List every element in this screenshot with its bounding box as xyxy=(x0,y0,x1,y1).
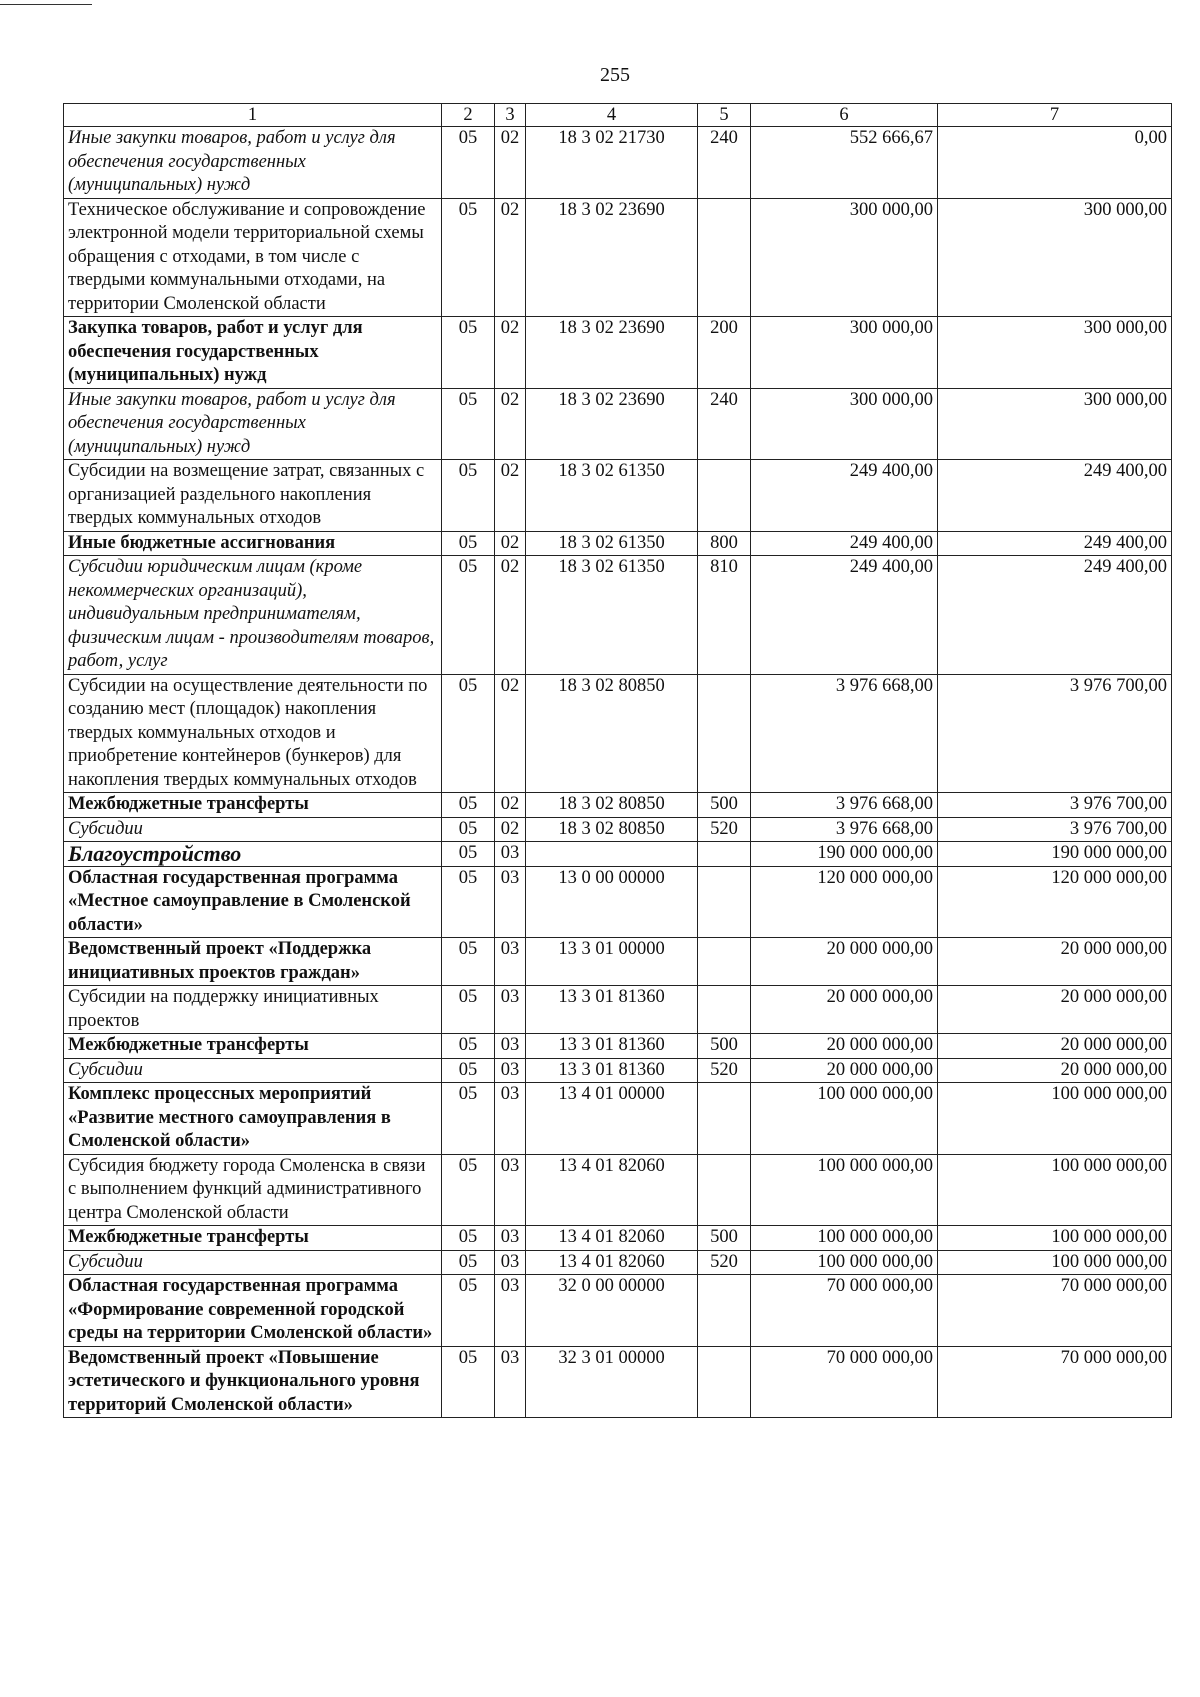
target-item-code: 13 3 01 81360 xyxy=(526,1034,698,1059)
target-item-code xyxy=(526,842,698,867)
expense-type-code: 500 xyxy=(698,1226,751,1251)
subsection-code: 02 xyxy=(495,388,526,460)
table-row xyxy=(64,460,1172,532)
table-row xyxy=(64,842,1172,867)
section-code: 05 xyxy=(442,198,495,317)
amount-year-1: 20 000 000,00 xyxy=(751,986,938,1034)
section-code: 05 xyxy=(442,866,495,938)
expense-type-code xyxy=(698,460,751,532)
amount-year-1: 249 400,00 xyxy=(751,460,938,532)
table-row xyxy=(64,1083,1172,1155)
section-code: 05 xyxy=(442,1346,495,1418)
amount-year-2: 20 000 000,00 xyxy=(938,1034,1172,1059)
section-code: 05 xyxy=(442,556,495,675)
section-code: 05 xyxy=(442,1058,495,1083)
section-code: 05 xyxy=(442,317,495,389)
amount-year-2: 249 400,00 xyxy=(938,531,1172,556)
amount-year-1: 3 976 668,00 xyxy=(751,817,938,842)
column-header: 4 xyxy=(526,104,698,127)
amount-year-2: 100 000 000,00 xyxy=(938,1226,1172,1251)
target-item-code: 13 3 01 00000 xyxy=(526,938,698,986)
table-row xyxy=(64,531,1172,556)
subsection-code: 03 xyxy=(495,1154,526,1226)
target-item-code: 18 3 02 23690 xyxy=(526,388,698,460)
amount-year-2: 300 000,00 xyxy=(938,198,1172,317)
target-item-code: 13 4 01 82060 xyxy=(526,1154,698,1226)
table-row xyxy=(64,938,1172,986)
amount-year-1: 70 000 000,00 xyxy=(751,1275,938,1347)
section-code: 05 xyxy=(442,842,495,867)
amount-year-2: 20 000 000,00 xyxy=(938,986,1172,1034)
table-row xyxy=(64,1154,1172,1226)
amount-year-2: 190 000 000,00 xyxy=(938,842,1172,867)
subsection-code: 03 xyxy=(495,1346,526,1418)
target-item-code: 18 3 02 23690 xyxy=(526,198,698,317)
table-row xyxy=(64,817,1172,842)
amount-year-1: 3 976 668,00 xyxy=(751,674,938,793)
column-header: 6 xyxy=(751,104,938,127)
row-name: Иные закупки товаров, работ и услуг для обеспечения государственных (муниципальных) нужд xyxy=(64,388,442,460)
section-code: 05 xyxy=(442,674,495,793)
amount-year-2: 3 976 700,00 xyxy=(938,817,1172,842)
expense-type-code: 800 xyxy=(698,531,751,556)
table-row xyxy=(64,556,1172,675)
row-name: Закупка товаров, работ и услуг для обеспечения государственных (муниципальных) нужд xyxy=(64,317,442,389)
amount-year-1: 100 000 000,00 xyxy=(751,1154,938,1226)
table-row xyxy=(64,127,1172,199)
column-number-row xyxy=(64,104,1172,127)
table-row xyxy=(64,1058,1172,1083)
amount-year-1: 300 000,00 xyxy=(751,388,938,460)
target-item-code: 13 4 01 00000 xyxy=(526,1083,698,1155)
row-name: Межбюджетные трансферты xyxy=(64,1226,442,1251)
section-code: 05 xyxy=(442,1154,495,1226)
column-header: 2 xyxy=(442,104,495,127)
section-code: 05 xyxy=(442,1226,495,1251)
amount-year-1: 552 666,67 xyxy=(751,127,938,199)
amount-year-1: 300 000,00 xyxy=(751,317,938,389)
subsection-code: 02 xyxy=(495,460,526,532)
expense-type-code xyxy=(698,1083,751,1155)
amount-year-2: 100 000 000,00 xyxy=(938,1154,1172,1226)
subsection-code: 03 xyxy=(495,842,526,867)
section-code: 05 xyxy=(442,938,495,986)
expense-type-code: 500 xyxy=(698,793,751,818)
subsection-code: 02 xyxy=(495,198,526,317)
section-code: 05 xyxy=(442,127,495,199)
section-code: 05 xyxy=(442,1250,495,1275)
section-code: 05 xyxy=(442,793,495,818)
section-code: 05 xyxy=(442,986,495,1034)
expense-type-code xyxy=(698,1346,751,1418)
row-name: Техническое обслуживание и сопровождение электронной модели территориальной схемы обращения с отходами, в том числе с твердыми коммунальными отходами, на территории Смоленской области xyxy=(64,198,442,317)
row-name: Межбюджетные трансферты xyxy=(64,1034,442,1059)
row-name: Субсидии на поддержку инициативных проектов xyxy=(64,986,442,1034)
amount-year-1: 100 000 000,00 xyxy=(751,1226,938,1251)
expense-type-code: 520 xyxy=(698,1250,751,1275)
subsection-code: 02 xyxy=(495,817,526,842)
amount-year-1: 100 000 000,00 xyxy=(751,1083,938,1155)
target-item-code: 18 3 02 61350 xyxy=(526,460,698,532)
row-name: Ведомственный проект «Повышение эстетического и функционального уровня территорий Смоленской области» xyxy=(64,1346,442,1418)
target-item-code: 18 3 02 21730 xyxy=(526,127,698,199)
column-header: 1 xyxy=(64,104,442,127)
row-name: Ведомственный проект «Поддержка инициативных проектов граждан» xyxy=(64,938,442,986)
expense-type-code xyxy=(698,938,751,986)
target-item-code: 32 3 01 00000 xyxy=(526,1346,698,1418)
top-edge-line xyxy=(0,4,92,5)
expense-type-code xyxy=(698,866,751,938)
table-row xyxy=(64,1275,1172,1347)
subsection-code: 03 xyxy=(495,1034,526,1059)
target-item-code: 13 4 01 82060 xyxy=(526,1250,698,1275)
amount-year-2: 0,00 xyxy=(938,127,1172,199)
table-row xyxy=(64,793,1172,818)
section-code: 05 xyxy=(442,531,495,556)
target-item-code: 13 4 01 82060 xyxy=(526,1226,698,1251)
amount-year-1: 300 000,00 xyxy=(751,198,938,317)
amount-year-1: 190 000 000,00 xyxy=(751,842,938,867)
amount-year-2: 100 000 000,00 xyxy=(938,1250,1172,1275)
amount-year-2: 20 000 000,00 xyxy=(938,1058,1172,1083)
expense-type-code xyxy=(698,1154,751,1226)
row-name: Благоустройство xyxy=(64,842,442,867)
amount-year-2: 3 976 700,00 xyxy=(938,793,1172,818)
row-name: Субсидии xyxy=(64,817,442,842)
expense-type-code: 500 xyxy=(698,1034,751,1059)
amount-year-1: 70 000 000,00 xyxy=(751,1346,938,1418)
expense-type-code xyxy=(698,986,751,1034)
target-item-code: 18 3 02 61350 xyxy=(526,531,698,556)
amount-year-2: 20 000 000,00 xyxy=(938,938,1172,986)
section-code: 05 xyxy=(442,1034,495,1059)
row-name: Областная государственная программа «Местное самоуправление в Смоленской области» xyxy=(64,866,442,938)
budget-table xyxy=(63,103,1172,1418)
row-name: Субсидии xyxy=(64,1250,442,1275)
row-name: Субсидии на осуществление деятельности по созданию мест (площадок) накопления твердых коммунальных отходов и приобретение контейнеров (бункеров) для накопления твердых коммунальных отходов xyxy=(64,674,442,793)
amount-year-1: 100 000 000,00 xyxy=(751,1250,938,1275)
expense-type-code xyxy=(698,198,751,317)
section-code: 05 xyxy=(442,460,495,532)
target-item-code: 13 3 01 81360 xyxy=(526,1058,698,1083)
amount-year-1: 249 400,00 xyxy=(751,556,938,675)
amount-year-1: 20 000 000,00 xyxy=(751,1034,938,1059)
amount-year-1: 20 000 000,00 xyxy=(751,1058,938,1083)
table-row xyxy=(64,1250,1172,1275)
amount-year-1: 249 400,00 xyxy=(751,531,938,556)
amount-year-2: 70 000 000,00 xyxy=(938,1275,1172,1347)
target-item-code: 18 3 02 80850 xyxy=(526,674,698,793)
target-item-code: 13 0 00 00000 xyxy=(526,866,698,938)
amount-year-1: 20 000 000,00 xyxy=(751,938,938,986)
target-item-code: 13 3 01 81360 xyxy=(526,986,698,1034)
section-code: 05 xyxy=(442,817,495,842)
subsection-code: 02 xyxy=(495,556,526,675)
subsection-code: 03 xyxy=(495,1250,526,1275)
amount-year-1: 3 976 668,00 xyxy=(751,793,938,818)
table-row xyxy=(64,1346,1172,1418)
expense-type-code xyxy=(698,842,751,867)
amount-year-1: 120 000 000,00 xyxy=(751,866,938,938)
row-name: Межбюджетные трансферты xyxy=(64,793,442,818)
subsection-code: 03 xyxy=(495,866,526,938)
target-item-code: 18 3 02 61350 xyxy=(526,556,698,675)
row-name: Субсидии на возмещение затрат, связанных с организацией раздельного накопления твердых коммунальных отходов xyxy=(64,460,442,532)
column-header: 7 xyxy=(938,104,1172,127)
subsection-code: 03 xyxy=(495,938,526,986)
row-name: Комплекс процессных мероприятий «Развитие местного самоуправления в Смоленской области» xyxy=(64,1083,442,1155)
section-code: 05 xyxy=(442,1083,495,1155)
section-code: 05 xyxy=(442,388,495,460)
row-name: Субсидия бюджету города Смоленска в связи с выполнением функций административного центра Смоленской области xyxy=(64,1154,442,1226)
table-row xyxy=(64,1034,1172,1059)
page-number: 255 xyxy=(600,64,630,86)
expense-type-code: 240 xyxy=(698,388,751,460)
amount-year-2: 300 000,00 xyxy=(938,388,1172,460)
expense-type-code: 200 xyxy=(698,317,751,389)
expense-type-code xyxy=(698,1275,751,1347)
subsection-code: 02 xyxy=(495,317,526,389)
target-item-code: 32 0 00 00000 xyxy=(526,1275,698,1347)
expense-type-code: 810 xyxy=(698,556,751,675)
table-row xyxy=(64,198,1172,317)
target-item-code: 18 3 02 80850 xyxy=(526,793,698,818)
table-row xyxy=(64,388,1172,460)
amount-year-2: 3 976 700,00 xyxy=(938,674,1172,793)
amount-year-2: 120 000 000,00 xyxy=(938,866,1172,938)
table-row xyxy=(64,866,1172,938)
column-header: 5 xyxy=(698,104,751,127)
expense-type-code xyxy=(698,674,751,793)
subsection-code: 03 xyxy=(495,986,526,1034)
subsection-code: 03 xyxy=(495,1226,526,1251)
expense-type-code: 240 xyxy=(698,127,751,199)
table-row xyxy=(64,986,1172,1034)
row-name: Иные закупки товаров, работ и услуг для обеспечения государственных (муниципальных) нужд xyxy=(64,127,442,199)
subsection-code: 02 xyxy=(495,127,526,199)
subsection-code: 03 xyxy=(495,1058,526,1083)
subsection-code: 02 xyxy=(495,674,526,793)
amount-year-2: 249 400,00 xyxy=(938,556,1172,675)
column-header: 3 xyxy=(495,104,526,127)
subsection-code: 03 xyxy=(495,1275,526,1347)
row-name: Субсидии xyxy=(64,1058,442,1083)
table-row xyxy=(64,674,1172,793)
section-code: 05 xyxy=(442,1275,495,1347)
amount-year-2: 300 000,00 xyxy=(938,317,1172,389)
table-row xyxy=(64,1226,1172,1251)
amount-year-2: 100 000 000,00 xyxy=(938,1083,1172,1155)
subsection-code: 02 xyxy=(495,531,526,556)
table-row xyxy=(64,317,1172,389)
row-name: Иные бюджетные ассигнования xyxy=(64,531,442,556)
row-name: Субсидии юридическим лицам (кроме некоммерческих организаций), индивидуальным предпринимателям, физическим лицам - производителям товаров, работ, услуг xyxy=(64,556,442,675)
target-item-code: 18 3 02 80850 xyxy=(526,817,698,842)
row-name: Областная государственная программа «Формирование современной городской среды на территории Смоленской области» xyxy=(64,1275,442,1347)
expense-type-code: 520 xyxy=(698,1058,751,1083)
subsection-code: 03 xyxy=(495,1083,526,1155)
amount-year-2: 249 400,00 xyxy=(938,460,1172,532)
subsection-code: 02 xyxy=(495,793,526,818)
amount-year-2: 70 000 000,00 xyxy=(938,1346,1172,1418)
target-item-code: 18 3 02 23690 xyxy=(526,317,698,389)
expense-type-code: 520 xyxy=(698,817,751,842)
